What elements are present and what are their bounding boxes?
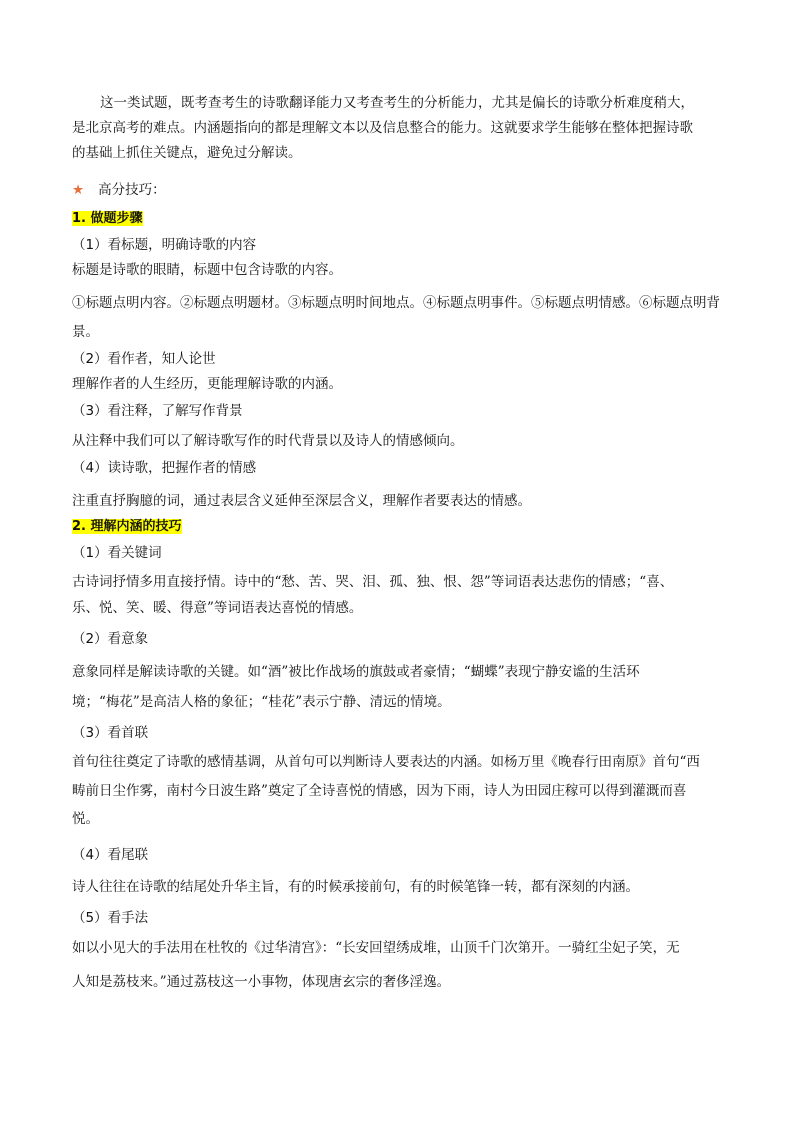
subsection-2-1-text-1: 古诗词抒情多用直接抒情。诗中的“愁、苦、哭、泪、孤、独、恨、怨”等词语表达悲伤的情感；“喜、	[72, 574, 674, 590]
subsection-2-5-text-2: 人知是荔枝来。”通过荔枝这一小事物，体现唐玄宗的奢侈淫逸。	[72, 974, 451, 990]
section-1-title: 1. 做题步骤	[72, 211, 143, 226]
subsection-1-3-text: 从注释中我们可以了解诗歌写作的时代背景以及诗人的情感倾向。	[72, 433, 464, 449]
subsection-2-5-text-1: 如以小见大的手法用在杜牧的《过华清宫》：“长安回望绣成堆，山顶千门次第开。一骑红尘妃子笑，无	[72, 940, 680, 956]
skills-label: 高分技巧：	[98, 182, 166, 198]
skills-heading	[72, 180, 722, 200]
intro-line-3: 的基础上抓住关键点，避免过分解读。	[72, 145, 302, 161]
subsection-1-3-title: （3）看注释，了解写作背景	[72, 403, 243, 419]
section-1-heading	[72, 208, 722, 229]
intro-line-2: 是北京高考的难点。内涵题指向的都是理解文本以及信息整合的能力。这就要求学生能够在整体把握诗歌	[72, 120, 693, 136]
subsection-2-3-text-3: 悦。	[72, 811, 99, 827]
subsection-2-3-title: （3）看首联	[72, 725, 149, 741]
subsection-1-2-title: （2）看作者，知人论世	[72, 351, 216, 367]
subsection-2-4-text: 诗人往往在诗歌的结尾处升华主旨，有的时候承接前句，有的时候笔锋一转，都有深刻的内涵。	[72, 879, 639, 895]
subsection-2-1-title: （1）看关键词	[72, 545, 162, 561]
subsection-2-2-title: （2）看意象	[72, 631, 149, 647]
subsection-2-3-text-1: 首句往往奠定了诗歌的感情基调，从首句可以判断诗人要表达的内涵。如杨万里《晚春行田南原》首句“西	[72, 754, 700, 770]
section-2-heading	[72, 516, 722, 537]
subsection-1-1-title: （1）看标题，明确诗歌的内容	[72, 237, 257, 253]
subsection-1-1-text-1: 标题是诗歌的眼睛，标题中包含诗歌的内容。	[72, 262, 342, 278]
star-icon: ★	[72, 182, 85, 198]
subsection-1-4-text: 注重直抒胸臆的词，通过表层含义延伸至深层含义，理解作者要表达的情感。	[72, 493, 531, 509]
subsection-2-2-text-1: 意象同样是解读诗歌的关键。如“酒”被比作战场的旗鼓或者豪情；“蝴蝶”表现宁静安谧的生活环	[72, 664, 640, 680]
section-2-title: 2. 理解内涵的技巧	[72, 519, 182, 534]
subsection-2-4-title: （4）看尾联	[72, 847, 149, 863]
subsection-1-2-text: 理解作者的人生经历，更能理解诗歌的内涵。	[72, 376, 342, 392]
subsection-1-1-text-2a: ①标题点明内容。②标题点明题材。③标题点明时间地点。④标题点明事件。⑤标题点明情感。⑥标题点明背	[72, 295, 720, 311]
subsection-2-2-text-2: 境；“梅花”是高洁人格的象征；“桂花”表示宁静、清远的情境。	[72, 694, 451, 710]
subsection-2-1-text-2: 乐、悦、笑、暖、得意”等词语表达喜悦的情感。	[72, 600, 363, 616]
subsection-2-5-title: （5）看手法	[72, 910, 149, 926]
subsection-2-3-text-2: 畴前日尘作雾，南村今日波生路”奠定了全诗喜悦的情感，因为下雨，诗人为田园庄稼可以得到灌溉而喜	[72, 783, 687, 799]
subsection-1-1-text-2b: 景。	[72, 324, 99, 340]
intro-line-1: 这一类试题，既考查考生的诗歌翻译能力又考查考生的分析能力，尤其是偏长的诗歌分析难度稍大，	[100, 95, 694, 111]
subsection-1-4-title: （4）读诗歌，把握作者的情感	[72, 460, 257, 476]
